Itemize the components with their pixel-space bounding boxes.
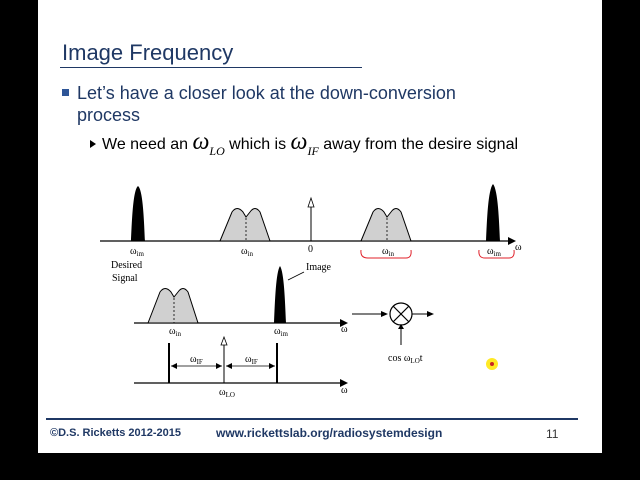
dc-arrow-head-icon (308, 198, 314, 207)
mixer-input-arrow-icon (381, 311, 388, 317)
image-pointer-line (288, 272, 304, 280)
desired-band-right (361, 209, 411, 242)
slide (38, 0, 602, 453)
mid-label-omega-in: $\omega_{in}$ (169, 326, 182, 338)
bottom-label-omega-axis: ω (341, 385, 348, 396)
bullet1-line2: process (77, 105, 141, 125)
desired-band-left (220, 209, 270, 242)
bottom-label-omega-if-left: $\omega_{IF}$ (190, 354, 203, 366)
bottom-label-omega-if-right: $\omega_{IF}$ (245, 354, 258, 366)
top-label-zero: 0 (308, 244, 313, 255)
top-label-omega-im-right: $\omega_{im}$ (487, 246, 501, 258)
top-label-omega-in-left: $\omega_{in}$ (241, 246, 254, 258)
omega-lo-symbol: $\omega_{LO}$ (192, 129, 225, 158)
bottom-lo-arrow-head-icon (221, 337, 227, 345)
image-band-left (131, 186, 145, 241)
laser-pointer-icon (486, 358, 498, 370)
slide-title: Image Frequency (62, 40, 234, 65)
desired-signal-label-line1: Desired (111, 260, 143, 271)
slide-number: 11 (546, 427, 559, 441)
bullet2-text-b: which is (224, 136, 291, 153)
desired-signal-label-line2: Signal (112, 273, 138, 284)
footer-copyright: ©D.S. Ricketts 2012-2015 (50, 427, 182, 439)
bottom-label-omega-lo: $\omega_{LO}$ (219, 387, 235, 399)
omega-if-symbol: $\omega_{IF}$ (290, 129, 319, 158)
down-conversion-diagram (38, 0, 602, 453)
image-label: Image (306, 262, 331, 273)
bullet2-text-c: away from the desire signal (318, 136, 519, 153)
bullet1-line1: Let’s have a closer look at the down-conversion (77, 83, 456, 103)
mixer-output-arrow-icon (427, 311, 434, 317)
bullet2-text-a: We need an (102, 136, 193, 153)
top-label-omega-im-left: $\omega_{im}$ (130, 246, 144, 258)
mid-label-omega-im: $\omega_{im}$ (274, 326, 288, 338)
mid-label-omega-axis: ω (341, 324, 348, 335)
mid-desired-band (148, 289, 198, 324)
image-band-right (486, 184, 500, 241)
footer-divider (46, 418, 578, 420)
mid-image-band (274, 266, 286, 323)
mixer-lo-label: $\cos \omega_{LO}t$ (388, 353, 423, 365)
top-label-omega-axis: ω (515, 242, 522, 253)
footer-url[interactable]: www.rickettslab.org/radiosystemdesign (216, 426, 443, 440)
top-label-omega-in-right: $\omega_{in}$ (382, 246, 395, 258)
